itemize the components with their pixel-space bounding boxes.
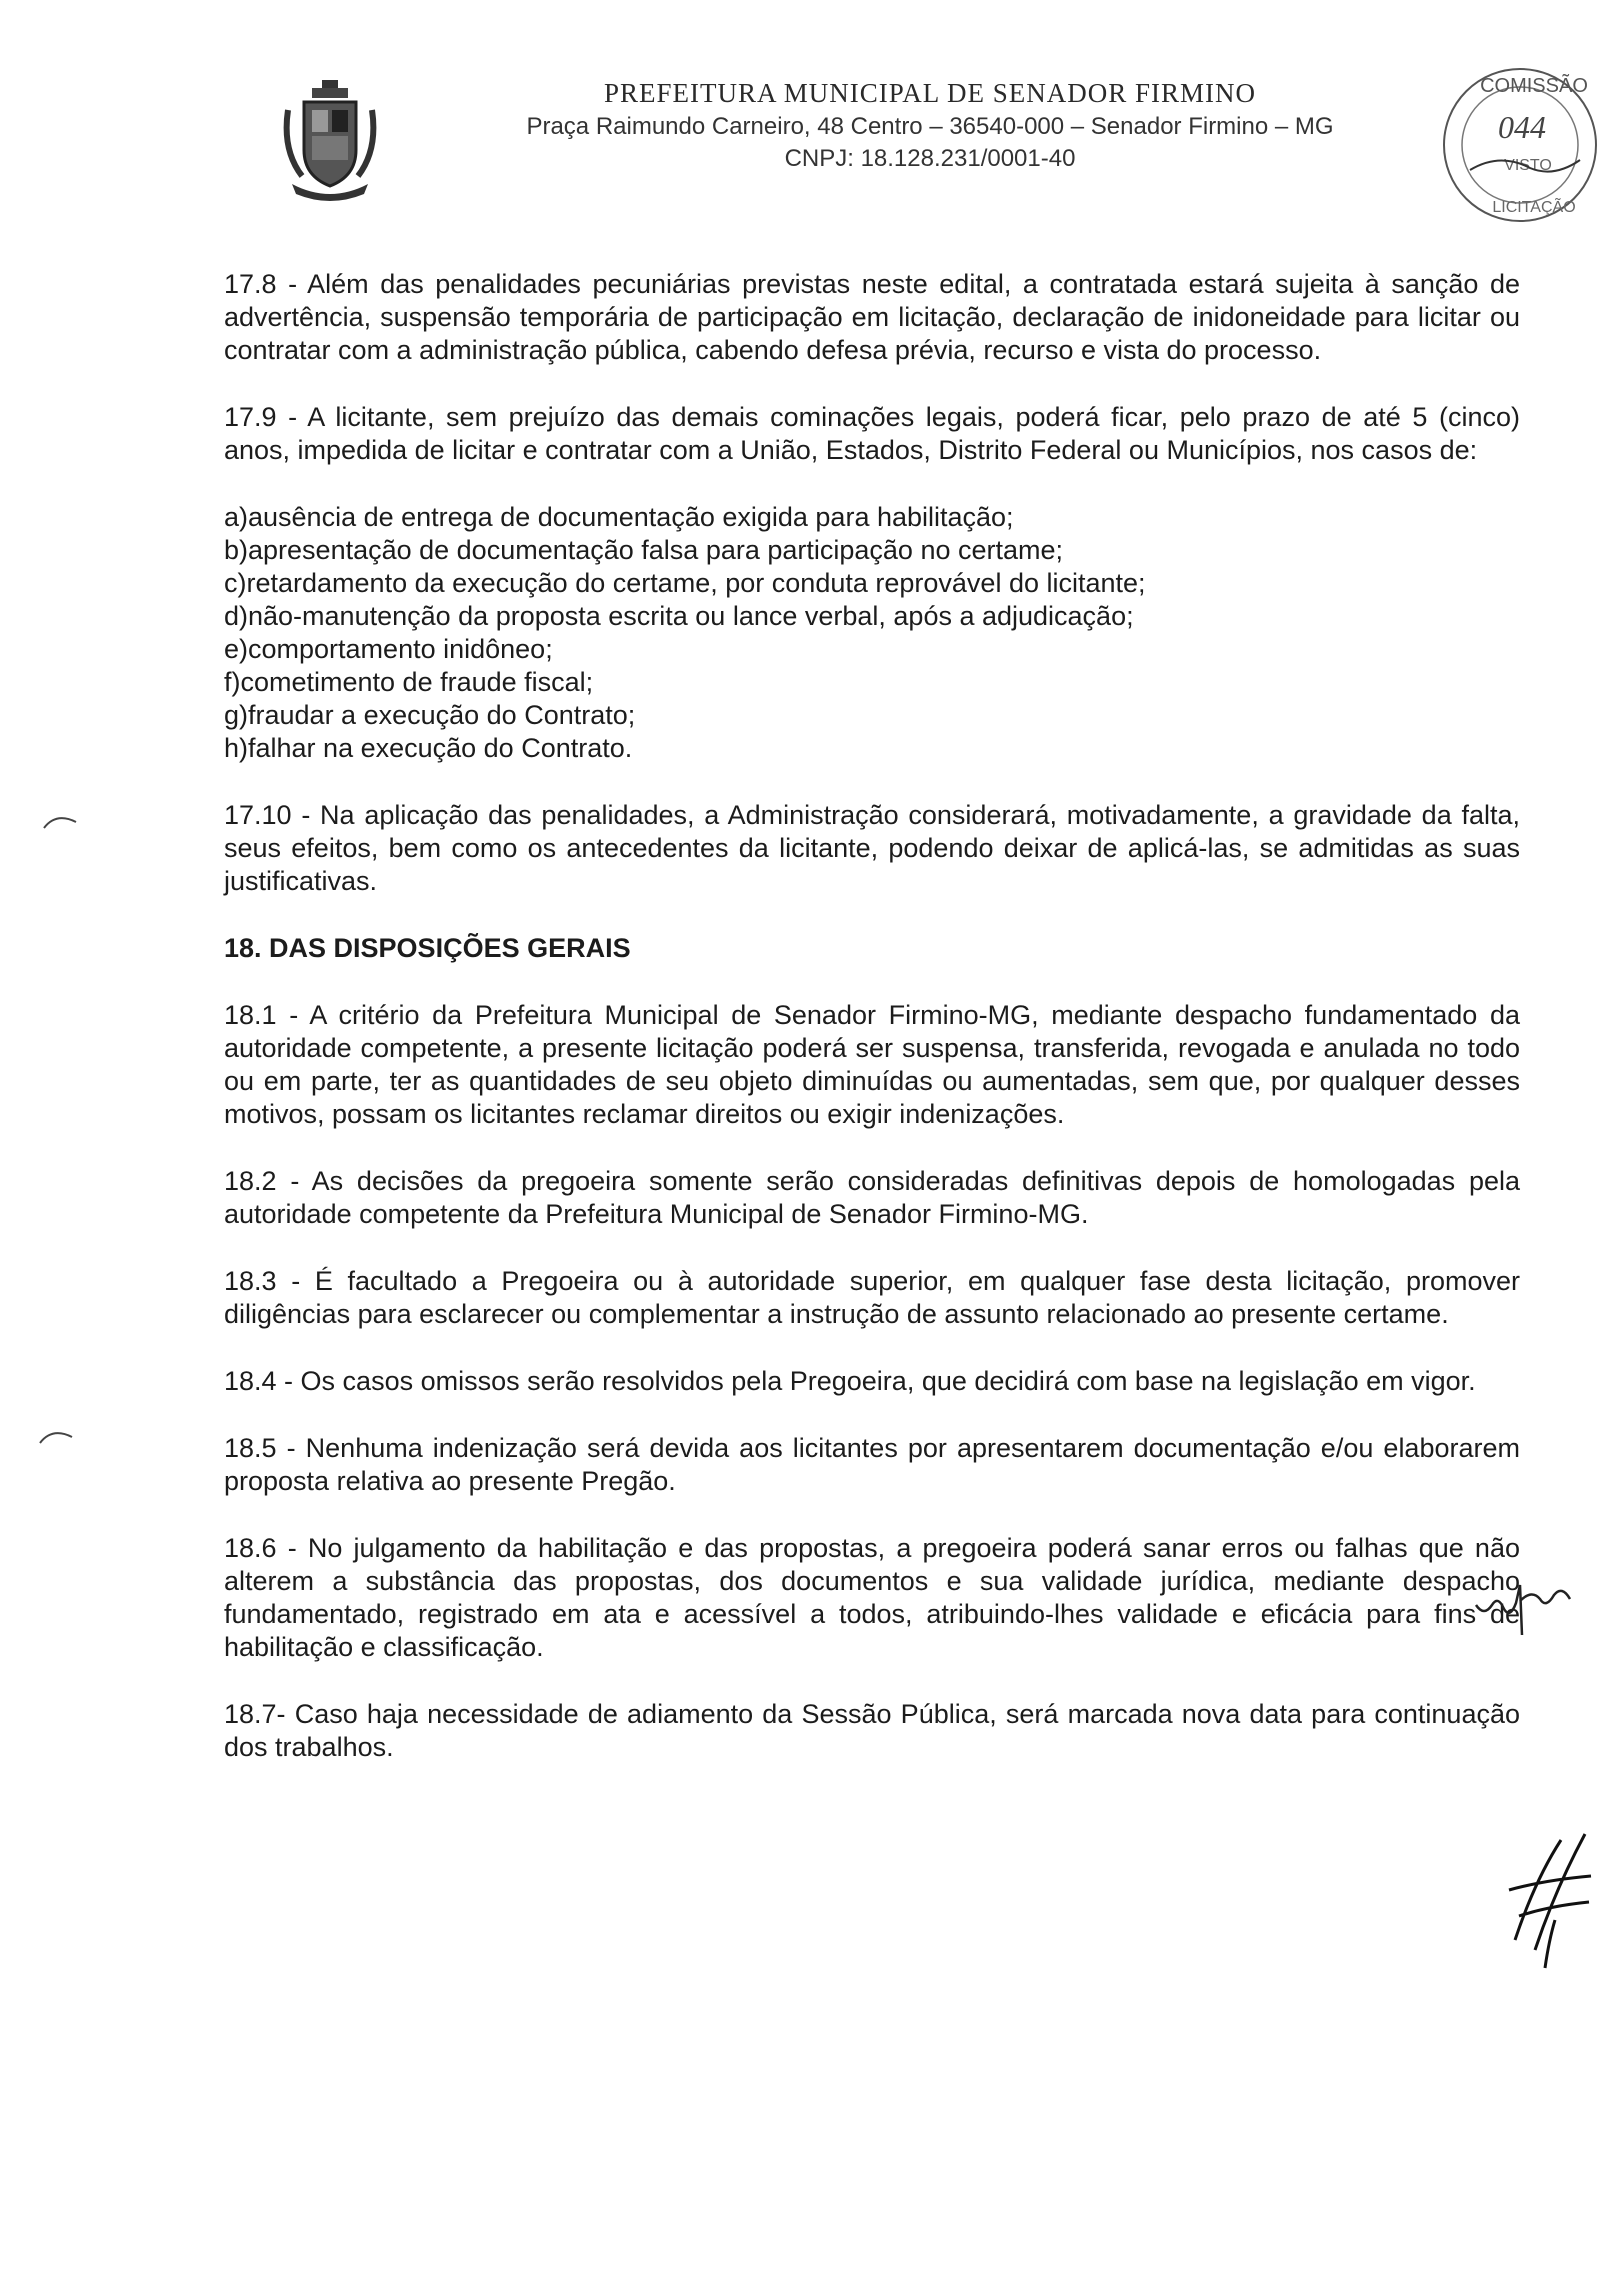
clause-17-9: 17.9 - A licitante, sem prejuízo das demais cominações legais, poderá ficar, pelo prazo de até 5 (cinco) anos, impedida de licitar e contratar com a União, Estados, Distrito Federal ou Municípios, nos casos de: <box>224 402 1520 465</box>
list-item: f)cometimento de fraude fiscal; <box>224 667 594 697</box>
clause-17-8: 17.8 - Além das penalidades pecuniárias previstas neste edital, a contratada estará sujeita à sanção de advertência, suspensão temporária de participação em licitação, declaração de inidoneidade para licitar ou contratar com a administração pública, cabendo defesa prévia, recurso e vista do processo. <box>224 269 1520 365</box>
municipality-cnpj: CNPJ: 18.128.231/0001-40 <box>784 145 1076 172</box>
list-item: c)retardamento da execução do certame, por conduta reprovável do licitante; <box>224 568 1146 598</box>
clause-18-6: 18.6 - No julgamento da habilitação e das propostas, a pregoeira poderá sanar erros ou falhas que não alterem a substância das propostas, dos documentos e sua validade jurídica, mediante despacho fundamentado, registrado em ata e acessível a todos, atribuindo-lhes validade e eficácia para fins de habilitação e classificação. <box>224 1533 1520 1662</box>
list-item: e)comportamento inidôneo; <box>224 634 553 664</box>
document-body <box>224 268 1520 1798</box>
list-item: a)ausência de entrega de documentação exigida para habilitação; <box>224 502 1014 532</box>
clause-17-10: 17.10 - Na aplicação das penalidades, a Administração considerará, motivadamente, a gravidade da falta, seus efeitos, bem como os antecedentes da licitante, podendo deixar de aplicá-las, se admitidas as suas justificativas. <box>224 800 1520 896</box>
list-item: g)fraudar a execução do Contrato; <box>224 700 636 730</box>
stamp-middle-text: VISTO <box>1504 157 1552 174</box>
municipal-coat-of-arms-icon <box>282 80 378 202</box>
section-heading: 18. DAS DISPOSIÇÕES GERAIS <box>224 933 631 963</box>
list-item: h)falhar na execução do Contrato. <box>224 733 633 763</box>
clause-18-1: 18.1 - A critério da Prefeitura Municipal de Senador Firmino-MG, mediante despacho fundamentado da autoridade competente, a presente licitação poderá ser suspensa, transferida, revogada e anulada no todo ou em parte, ter as quantidades de seu objeto diminuídas ou aumentadas, sem que, por qualquer desses motivos, possam os licitantes reclamar direitos ou exigir indenizações. <box>224 1000 1520 1129</box>
clause-18-2: 18.2 - As decisões da pregoeira somente serão consideradas definitivas depois de homologadas pela autoridade competente da Prefeitura Municipal de Senador Firmino-MG. <box>224 1166 1520 1229</box>
clause-18-3: 18.3 - É facultado a Pregoeira ou à autoridade superior, em qualquer fase desta licitação, promover diligências para esclarecer ou complementar a instrução de assunto relacionado ao presente certame. <box>224 1266 1520 1329</box>
municipality-address: Praça Raimundo Carneiro, 48 Centro – 36540-000 – Senador Firmino – MG <box>526 113 1334 140</box>
margin-mark-icon <box>42 810 78 830</box>
clause-18-5: 18.5 - Nenhuma indenização será devida aos licitantes por apresentarem documentação e/ou elaborarem proposta relativa ao presente Pregão. <box>224 1433 1520 1496</box>
stamp-bottom-text: LICITAÇÃO <box>1492 199 1576 216</box>
clause-18-4: 18.4 - Os casos omissos serão resolvidos pela Pregoeira, que decidirá com base na legislação em vigor. <box>224 1366 1476 1396</box>
municipality-title: PREFEITURA MUNICIPAL DE SENADOR FIRMINO <box>603 78 1257 108</box>
stamp-number: 044 <box>1498 109 1546 145</box>
stamp-top-text: COMISSÃO <box>1480 75 1588 97</box>
handwritten-signature-icon <box>1505 1820 1595 1970</box>
list-item: b)apresentação de documentação falsa para participação no certame; <box>224 535 1064 565</box>
margin-mark-icon <box>38 1425 74 1445</box>
clause-18-7: 18.7- Caso haja necessidade de adiamento da Sessão Pública, será marcada nova data para continuação dos trabalhos. <box>224 1699 1520 1762</box>
list-item: d)não-manutenção da proposta escrita ou lance verbal, após a adjudicação; <box>224 601 1134 631</box>
commission-stamp <box>1430 60 1600 230</box>
handwritten-initials-icon <box>1470 1565 1580 1645</box>
penalty-cases-list <box>224 501 1520 765</box>
letterhead <box>0 60 1600 216</box>
